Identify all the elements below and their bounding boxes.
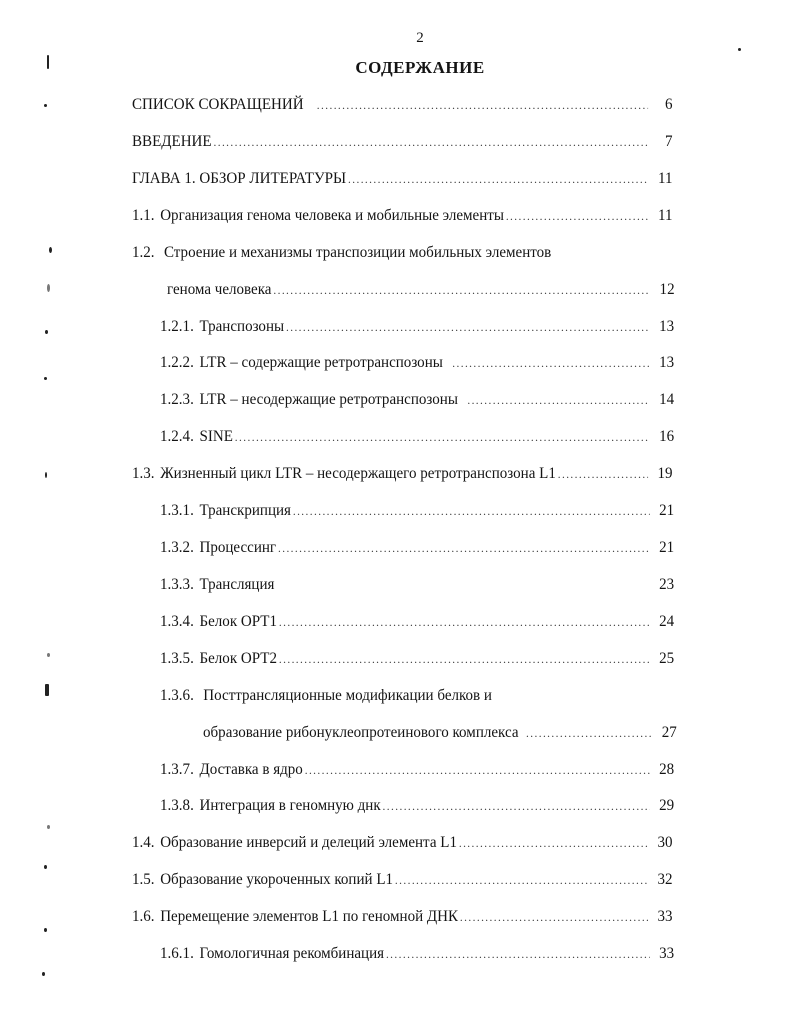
scan-speck [47,825,50,829]
scan-speck [738,48,741,51]
toc-entry-1-3-8 [160,796,674,816]
scan-speck [44,377,47,380]
toc-leader-dots [460,907,648,927]
toc-page-number: 6 [664,96,673,113]
toc-section-number: 1.6. [132,908,155,925]
toc-entry-chapter-1 [132,169,673,189]
toc-entry-label: Доставка в ядро [199,761,303,778]
toc-entry-1-3-3 [160,575,674,595]
scan-speck [45,472,47,478]
toc-entry-1-2 [167,280,675,300]
toc-section-number: 1.3.4. [160,613,194,630]
toc-page-number: 19 [657,465,673,482]
toc-section-number: 1.3.3. [160,576,194,593]
toc-entry-1-3-1 [160,501,674,521]
toc-section-number: 1.3.2. [160,539,194,556]
toc-entry-label: Белок ОРТ1 [199,613,278,630]
toc-section-number: 1.1. [132,207,155,224]
toc-page-number: 16 [659,428,675,445]
toc-section-number: 1.4. [132,834,155,851]
toc-section-number: 1.3.6. [160,687,194,704]
toc-leader-dots [558,464,648,484]
toc-page-number: 11 [658,170,673,187]
scan-speck [49,247,52,253]
toc-entry-label: Гомологичная рекомбинация [199,945,385,962]
toc-leader-dots [452,353,649,373]
toc-leader-dots [506,206,648,226]
scan-speck [45,330,48,334]
toc-entry-label: Посттрансляционные модификации белков и [203,687,492,704]
toc-entry-1-3-7 [160,760,674,780]
toc-page-number: 21 [659,539,675,556]
toc-section-number: 1.5. [132,871,155,888]
toc-page-number: 25 [659,650,675,667]
toc-entry-1-4 [132,833,673,853]
toc-page-number: 33 [659,945,675,962]
toc-entry-label: Процессинг [199,539,277,556]
toc-section-number: 1.2.2. [160,354,194,371]
toc-section-number: 1.3. [132,465,155,482]
toc-leader-dots [293,501,650,521]
toc-leader-dots [213,132,648,152]
toc-entry-label: Организация генома человека и мобильные элементы [160,207,504,224]
toc-entry-label: SINE [199,428,233,445]
toc-entry-introduction [132,132,673,152]
scan-speck [45,684,49,696]
toc-entry-1-3 [132,464,673,484]
toc-leader-dots [279,612,650,632]
toc-page-number: 21 [659,502,675,519]
toc-leader-dots [467,390,649,410]
toc-entry-1-2-first-line [132,243,551,263]
toc-page-number: 29 [659,797,675,814]
toc-entry-label: СПИСОК СОКРАЩЕНИЙ [132,96,304,113]
toc-entry-label: Жизненный цикл LTR – несодержащего ретротранспозона L1 [160,465,556,482]
toc-leader-dots [459,833,648,853]
toc-section-number: 1.2. [132,244,155,261]
toc-page-number: 13 [659,318,675,335]
toc-entry-label: ГЛАВА 1. ОБЗОР ЛИТЕРАТУРЫ [132,170,347,187]
toc-leader-dots [317,95,648,115]
toc-section-number: 1.2.3. [160,391,194,408]
toc-entry-1-2-2 [160,353,674,373]
toc-entry-label: Строение и механизмы транспозиции мобильных элементов [163,244,552,261]
toc-section-number: 1.2.4. [160,428,194,445]
toc-entry-1-3-2 [160,538,674,558]
toc-page-number: 33 [657,908,673,925]
toc-entry-1-6-1 [160,944,674,964]
toc-leader-dots [383,796,650,816]
toc-section-number: 1.3.7. [160,761,194,778]
toc-entry-1-2-1 [160,317,674,337]
toc-page-number: 30 [657,834,673,851]
toc-entry-label: Транскрипция [199,502,291,519]
toc-entry-label: Образование укороченных копий L1 [160,871,394,888]
toc-entry-1-3-6-first-line [160,686,492,706]
toc-entry-label: LTR – несодержащие ретротранспозоны [199,391,458,408]
toc-entry-1-3-6 [203,723,677,743]
toc-section-number: 1.6.1. [160,945,194,962]
toc-entry-1-6 [132,907,673,927]
toc-leader-dots [526,723,652,743]
toc-page-number: 23 [659,576,675,593]
toc-leader-dots [305,760,650,780]
toc-leader-dots [279,649,650,669]
scan-speck [44,928,47,932]
toc-entry-label: LTR – содержащие ретротранспозоны [199,354,443,371]
toc-page-number: 7 [664,133,673,150]
toc-entry-label: ВВЕДЕНИЕ [132,133,212,150]
toc-entry-1-2-3 [160,390,674,410]
scan-speck [47,55,49,69]
toc-section-number: 1.2.1. [160,318,194,335]
toc-entry-1-3-5 [160,649,674,669]
toc-entry-label: Перемещение элементов L1 по геномной ДНК [160,908,459,925]
toc-leader-dots [395,870,648,890]
toc-entry-continuation: генома человека [167,281,272,298]
toc-section-number: 1.3.8. [160,797,194,814]
toc-entry-label: Интеграция в геномную днк [199,797,381,814]
toc-page-number: 14 [659,391,675,408]
toc-entry-continuation: образование рибонуклеопротеинового комплекса [203,724,519,741]
toc-leader-dots [286,317,650,337]
toc-page-number: 13 [659,354,675,371]
scan-speck [42,972,45,976]
toc-entry-label: Транспозоны [199,318,285,335]
toc-page-number: 24 [659,613,675,630]
toc-section-number: 1.3.1. [160,502,194,519]
toc-leader-dots [348,169,648,189]
toc-page-number: 32 [657,871,673,888]
toc-page-number: 12 [659,281,675,298]
toc-entry-label: Образование инверсий и делеций элемента L1 [160,834,457,851]
toc-page-number: 27 [661,724,677,741]
toc-leader-dots [273,280,650,300]
toc-entry-abbreviations [132,95,673,115]
toc-entry-1-5 [132,870,673,890]
toc-entry-1-2-4 [160,427,674,447]
toc-leader-dots [235,427,650,447]
toc-page-number: 11 [658,207,673,224]
page-title: СОДЕРЖАНИЕ [355,58,485,77]
toc-leader-dots [386,944,650,964]
toc-leader-dots [278,538,650,558]
toc-entry-1-1 [132,206,673,226]
toc-section-number: 1.3.5. [160,650,194,667]
toc-page-number: 28 [659,761,675,778]
toc-entry-label: Белок ОРТ2 [199,650,278,667]
scan-speck [44,865,47,869]
page-number: 2 [416,30,424,46]
scan-speck [44,104,47,107]
scan-speck [47,653,50,657]
scan-speck [47,284,50,292]
toc-entry-1-3-4 [160,612,674,632]
toc-entry-label: Трансляция [199,576,275,593]
